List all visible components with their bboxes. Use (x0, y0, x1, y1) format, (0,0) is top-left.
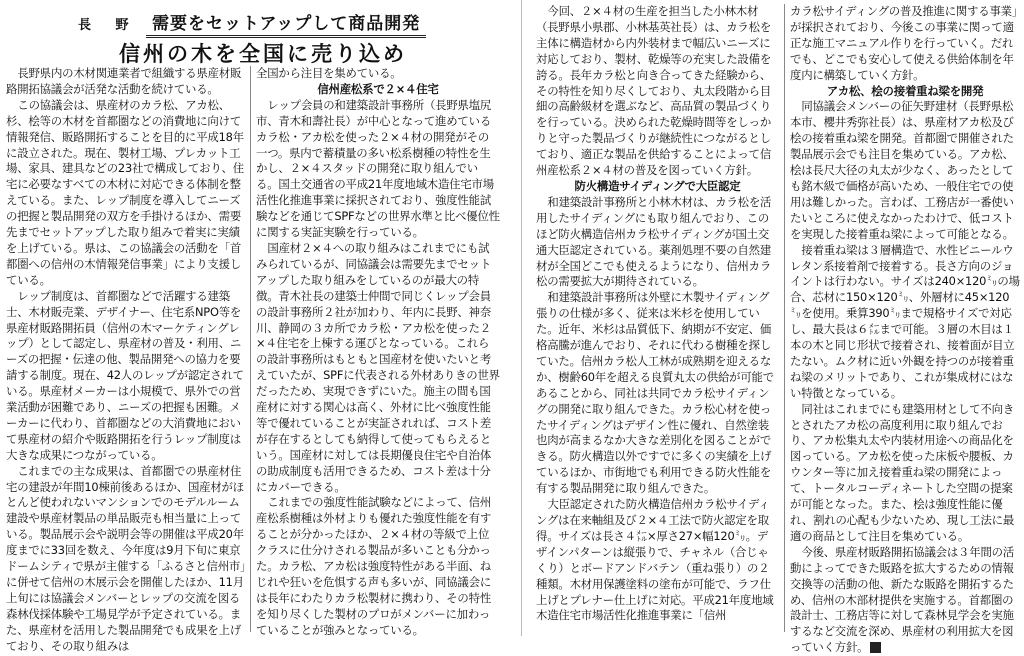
article-column-3 (536, 4, 779, 624)
headline-title: 信州の木を全国に売り込め (119, 42, 407, 66)
subheading: 防火構造サイディングで大臣認定 (574, 178, 741, 193)
paragraph: 大臣認定された防火構造信州カラ松サイディングは在来軸組及び２×４工法で防火認定を取得。サイズは長さ４㍍×厚さ27×幅120㍉。デザインパターンは縦張りで、チャネル（合じゃくり）とボードアンドバテン（重ね張り）の２種類。木材用保護塗料の塗布が可能で、ラフ仕上げとプレナー仕上げに対応。平成21年度地域木造住宅市場活性化推進事業に「信州 (536, 497, 774, 623)
paragraph: 同協議会メンバーの征矢野建材（長野県松本市、櫻井秀弥社長）は、県産材アカ松及び桧の接着重ね梁を開発。首都圏で開催された製品展示会でも注目を集めている。アカ松、桧は長尺大径の丸太が少なく、あったとしても銘木級で価格が高いため、一般住宅での使用は難しかった。言わば、工務店が一番使いたいところに使えなかったわけで、低コストを実現した接着重ね梁によって可能となる。 (790, 99, 1014, 241)
article-column-2 (256, 66, 500, 639)
paragraph: 今回、２×４材の生産を担当した小林木材（長野県小県郡、小林基英社長）は、カラ松を主体に構造材から内外装材まで幅広いニーズに対応しており、製材、乾燥等の充実した設備を誇る。長年カラ松と向き合ってきた経験から、その特性を知り尽くしており、丸太段階から目細の高齢級材を選ぶなど、高品質の製品づくりを行っている。決められた乾燥時間等をしっかりと守った製品づくりが継続性につながるとしており、適正な製品を供給することによって信州産松系２×４材の普及を図っていく方針。 (536, 4, 772, 178)
paragraph: 同社はこれまでにも建築用材として不向きとされたアカ松の高度利用に取り組んでおり、アカ松集丸太や内装材用途への商品化を図っている。アカ松を使った床板や腰板、カウンター等に加え接着重ね梁の開発によって、トータルコーディネートした空間の提案が可能となった。また、桧は強度性能に優れ、割れの心配も少ないため、現し工法に最適の商品として注目を集めている。 (790, 401, 1015, 543)
headline-kicker: 需要をセットアップして商品開発 (146, 9, 426, 38)
column-divider (784, 4, 785, 632)
paragraph: レップ会員の和建築設計事務所（長野県塩尻市、青木和壽社長）が中心となって進めているカラ松・アカ松を使った２×４材の開発がその一つ。県内で蓄積量の多い松系樹種の特性を生かし、２×４スタッドの開発に取り組んでいる。国土交通省の平成21年度地域木造住宅市場活性化推進事業に採択されており、強度性能試験などを通じてSPFなどの世界水準と比べ優位性に関する実証実験を行っている。 (256, 97, 500, 240)
paragraph: 接着重ね梁は３層構造で、水性ビニールウレタン系接着剤で接着する。長さ方向のジョイントは行わない。サイズは240×120㍉の場合、芯材に150×120㍉、外層材に45×120㍉を使用。乗算390㍉まで規格サイズで対応し、最大長は６㍍まで可能。３層の木目は１本の木と同じ形状で接着され、接着面が目立たない。ムク材に近い外観を持つのが接着重ね梁のメリットであり、これが集成材にはない特徴となっている。 (790, 242, 1020, 400)
paragraph (790, 545, 1020, 656)
paragraph: 長野県内の木材関連業者で組織する県産材販路開拓協議会が活発な活動を続けている。 (6, 66, 242, 96)
paragraph: 和建築設計事務所は外壁に木製サイディング張りの仕様が多く、従来は米杉を使用していた。近年、米杉は品質低下、納期が不安定、価格高騰が進んでおり、それに代わる樹種を探していた。信州カラ松人工林が成熟期を迎えるなか、樹齢60年を超える良質丸太の供給が可能であることから、同社は共同でカラ松サイディングの開発に取り組んできた。カラ松心材を使ったサイディングはデザイン性に優れ、自然塗装也肉が高まるなか大きな差別化を図ることができる。防火構造以外ですでに多くの実績を上げているほか、市街地でも利用できる防火性能を有する製品開発に取り組んできた。 (536, 290, 774, 496)
end-mark-icon (870, 642, 881, 653)
paragraph: この協議会は、県産材のカラ松、アカ松、杉、桧等の木材を首都圏などの消費地に向けて情報発信、販路開拓することを目的に平成18年に設立された。現在、製材工場、プレカット工場、家具、建具などの23社で構成しており、住宅に必要なすべての木材に対応できる体制を整えている。また、レップ制度を導入してニーズの把握と製品開発の双方を手掛けるほか、需要先までセットアップした取り組みで着実に実績を上げている。県は、この協議会の活動を「首都圏への信州の木情報発信事業」により支援している。 (6, 97, 244, 287)
paragraph: 全国から注目を集めている。 (256, 66, 402, 80)
paragraph: これまでの強度性能試験などによって、信州産松系樹種は外材よりも優れた強度性能を有することが分かったほか、２×４材の等級で上位クラスに仕分けされる製品が多いことも分かった。カラ松、アカ松は強度特性がある半面、ねじれや狂いを危惧する声も多いが、同協議会には長年にわたりカラ松製材に携わり、その特性を知り尽くした製材のプロがメンバーに加わっていることが強みとなっている。 (256, 495, 492, 637)
subheading: 信州産松系で２×４住宅 (317, 81, 439, 96)
region-label: 長 野 (78, 18, 139, 33)
paragraph-text: 今後、県産材販路開拓協議会は３年間の活動によってできた販路を拡大するための情報交換等の活動の他、新たな販路を開拓するため、信州の木部材提供を実施する。首都圏の設計士、工務店等に対して森林見学会を実施するなど交流を深め、県産材の利用拡大を図っていく方針。 (790, 544, 1015, 655)
column-divider (250, 66, 251, 632)
paragraph: これまでの主な成果は、首都圏での県産材住宅の建設が年間10棟前後あるほか、国産材がほとんど使われないマンションでのモデルルーム建設や県産材製品の単品販売も相当量に上っている。製品展示会や説明会等の開催は平成20年度までに33回を数え、今年度は9月下旬に東京ドームシティで県が主催する「ふるさと信州市」に併せて信州の木展示会を開催したほか、11月上旬には協議会メンバーとレップの交流を図る森林伐採体験や工場見学が予定されている。また、県産材を活用した製品開発でも成果を上げており、その取り組みは (6, 463, 246, 653)
headline-block (8, 4, 512, 64)
subheading: アカ松、桧の接着重ね梁を開発 (826, 83, 984, 98)
paragraph: 国産材２×４への取り組みはこれまでにも試みられているが、同協議会は需要先までセットアップした取り組みをしているのが最大の特徴。青木社長の建築士仲間で同じくレップ会員の設計事務所２社が加わり、年内に長野、神奈川、静岡の３カ所でカラ松・アカ松を使った２×４住宅を上棟する運びとなっている。これらの設計事務所はもともと国産材を使いたいと考えていたが、SPFに代表される外材ありきの世界だったため、実現できずにいた。施主の間も国産材に対する関心は高く、外材に比べ強度性能等で優れていることが実証されれば、コスト差が存在するとしても納得して使ってもらえるという。国産材に対しては長期優良住宅や自治体の助成制度も活用できるため、コスト差は十分にカバーできる。 (256, 240, 500, 494)
article-column-4 (790, 4, 1020, 656)
paragraph: カラ松サイディングの普及推進に関する事業」が採択されており、今後この事業に関って適正な施工マニュアル作りを行っていく。だれでも、どこでも安心して使える供給体制を年度内に構築していく方針。 (790, 4, 1018, 82)
paragraph: 和建築設計事務所と小林木材は、カラ松を活用したサイディングにも取り組んでおり、このほど防火構造信州カラ松サイディングが国土交通大臣認定されている。薬剤処理不要の自然建材が全国どこでも使えるようになり、信州カラ松の需要拡大が期待されている。 (536, 194, 772, 289)
article-column-1 (6, 66, 246, 655)
page-gutter (521, 0, 522, 636)
paragraph: レップ制度は、首都圏などで活躍する建築士、木材販売業、デザイナー、住宅系NPO等を県産材販路開拓員（信州の木マーケティングレップ）として認定し、県産材の普及・利用、ニーズの把握・伝達の他、製品開発への協力を要請する制度。現在、42人のレップが認定されている。県産材メーカーは小規模で、県外での営業活動が困難であり、ニーズの把握も困難。メーカーに代わり、首都圏などの大消費地において県産材の紹介や販路開拓を行うレップ制度は大きな成果につながっている。 (6, 288, 244, 462)
